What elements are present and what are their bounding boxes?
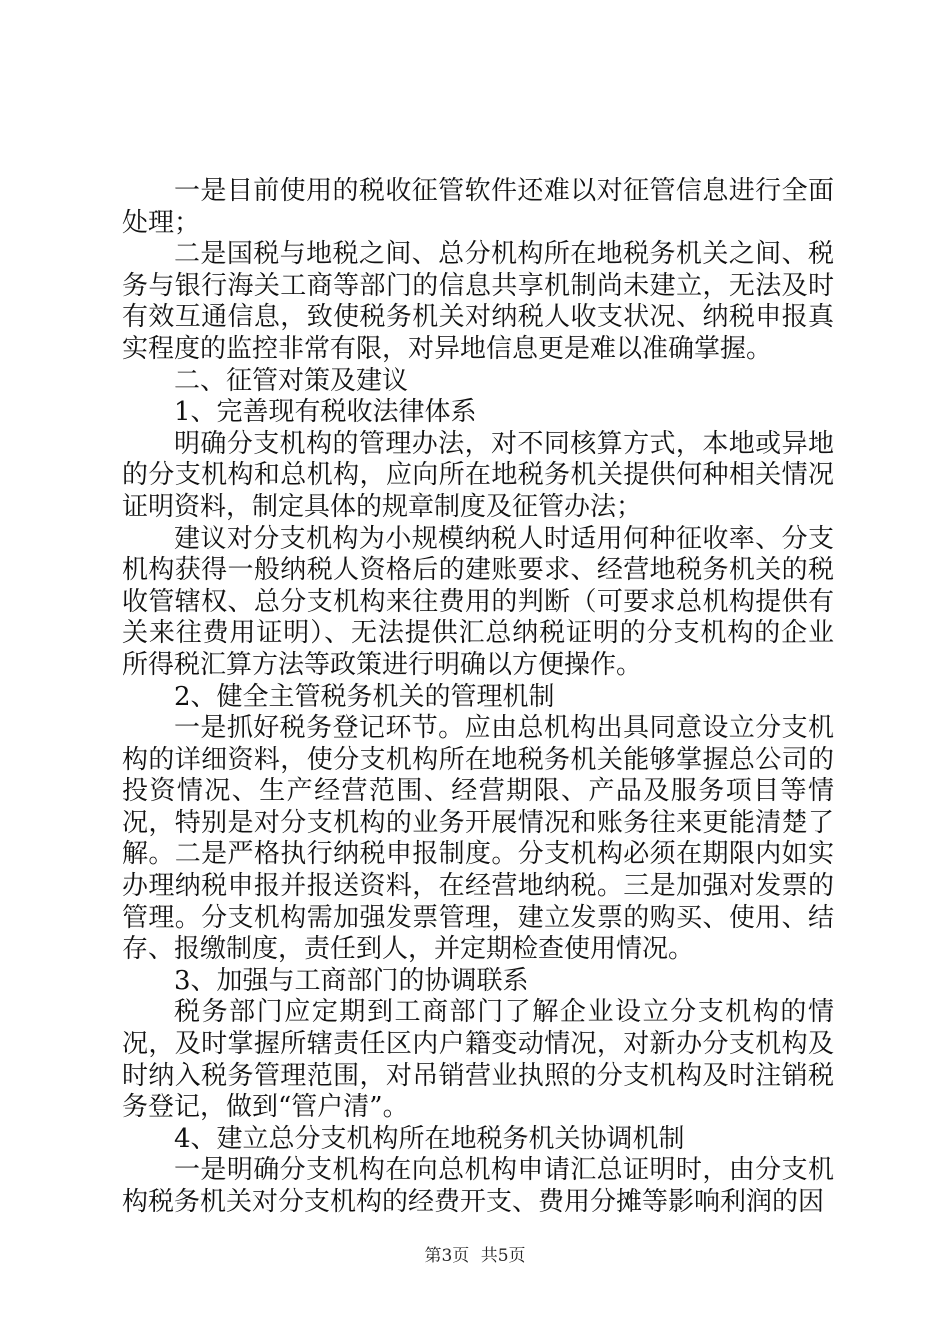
paragraph-4: 建议对分支机构为小规模纳税人时适用何种征收率、分支机构获得一般纳税人资格后的建账要求、经营地税务机关的税收管辖权、总分支机构来往费用的判断（可要求总机构提供有关来往费用证明）、无法提供汇总纳税证明的分支机构的企业所得税汇算方法等政策进行明确以方便操作。 — [122, 523, 834, 680]
section-heading: 二、征管对策及建议 — [174, 365, 409, 396]
subheading-2: 2、健全主管税务机关的管理机制 — [174, 681, 555, 712]
subheading-3: 3、加强与工商部门的协调联系 — [174, 965, 529, 996]
page-footer — [0, 1241, 950, 1266]
paragraph-1: 一是目前使用的税收征管软件还难以对征管信息进行全面处理； — [122, 176, 834, 238]
subheading-1: 1、完善现有税收法律体系 — [174, 397, 477, 428]
paragraph-3: 明确分支机构的管理办法，对不同核算方式，本地或异地的分支机构和总机构，应向所在地税务机关提供何种相关情况证明资料，制定具体的规章制度及征管办法； — [122, 428, 834, 522]
paragraph-7: 一是明确分支机构在向总机构申请汇总证明时，由分支机构税务机关对分支机构的经费开支、费用分摊等影响利润的因 — [122, 1155, 834, 1217]
paragraph-6: 税务部门应定期到工商部门了解企业设立分支机构的情况，及时掌握所辖责任区内户籍变动情况，对新办分支机构及时纳入税务管理范围，对吊销营业执照的分支机构及时注销税务登记，做到“管户清”。 — [122, 997, 834, 1123]
paragraph-5: 一是抓好税务登记环节。应由总机构出具同意设立分支机构的详细资料，使分支机构所在地税务机关能够掌握总公司的投资情况、生产经营范围、经营期限、产品及服务项目等情况，特别是对分支机构的业务开展情况和账务往来更能清楚了解。二是严格执行纳税申报制度。分支机构必须在期限内如实办理纳税申报并报送资料，在经营地纳税。三是加强对发票的管理。分支机构需加强发票管理，建立发票的购买、使用、结存、报缴制度，责任到人，并定期检查使用情况。 — [122, 713, 834, 965]
subheading-4: 4、建立总分支机构所在地税务机关协调机制 — [174, 1123, 685, 1154]
paragraph-2: 二是国税与地税之间、总分机构所在地税务机关之间、税务与银行海关工商等部门的信息共享机制尚未建立，无法及时有效互通信息，致使税务机关对纳税人收支状况、纳税申报真实程度的监控非常有限，对异地信息更是难以准确掌握。 — [122, 239, 834, 364]
body-text — [122, 176, 834, 1219]
page-number: 第3页 — [424, 1246, 470, 1266]
page-total: 共5页 — [480, 1246, 526, 1266]
